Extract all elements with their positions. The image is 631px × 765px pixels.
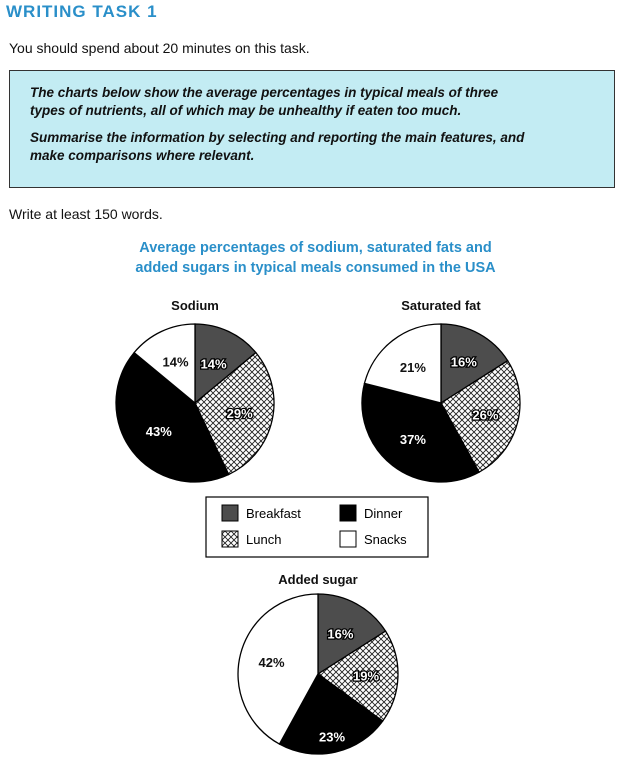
pie-slice-label: 29% [226, 406, 253, 421]
pie-slice-label: 42% [258, 655, 285, 671]
time-instruction: You should spend about 20 minutes on this task. [9, 40, 310, 56]
legend-swatch-lunch [222, 531, 238, 547]
pie-title: Sodium [171, 298, 219, 313]
prompt-line: Summarise the information by selecting and reporting the main features, and [30, 130, 525, 145]
legend-swatch-breakfast [222, 505, 238, 521]
legend-label: Dinner [364, 506, 403, 521]
pie-chart [362, 298, 520, 482]
pie-slice-label: 23% [318, 729, 346, 745]
pie-title: Added sugar [278, 572, 358, 587]
chart-main-title: added sugars in typical meals consumed in the USA [135, 260, 496, 276]
pie-slice-label: 14% [162, 354, 189, 370]
legend-swatch-dinner [340, 505, 356, 521]
prompt-line: make comparisons where relevant. [30, 148, 255, 163]
pie-slice-label: 16% [327, 626, 354, 642]
legend-label: Snacks [364, 532, 407, 547]
pie-slice-label: 26% [472, 407, 499, 423]
legend [206, 497, 428, 557]
pie-chart [116, 298, 274, 482]
prompt-line: types of nutrients, all of which may be unhealthy if eaten too much. [30, 103, 462, 118]
prompt-line: The charts below show the average percentages in typical meals of three [30, 85, 499, 100]
pie-slice-label: 43% [145, 424, 172, 440]
pie-slice-label: 14% [200, 356, 227, 372]
word-count-instruction: Write at least 150 words. [9, 206, 163, 222]
legend-label: Breakfast [246, 506, 301, 521]
pie-title: Saturated fat [401, 298, 481, 313]
pie-slice-label: 21% [399, 359, 426, 375]
task-heading: WRITING TASK 1 [6, 2, 158, 21]
chart-main-title: Average percentages of sodium, saturated fats and [139, 240, 492, 256]
pie-slice-label: 37% [399, 432, 426, 448]
pie-slice-label: 19% [352, 668, 380, 684]
legend-swatch-snacks [340, 531, 356, 547]
pie-slice-label: 16% [450, 354, 477, 370]
legend-label: Lunch [246, 532, 282, 547]
pie-chart [238, 572, 398, 754]
